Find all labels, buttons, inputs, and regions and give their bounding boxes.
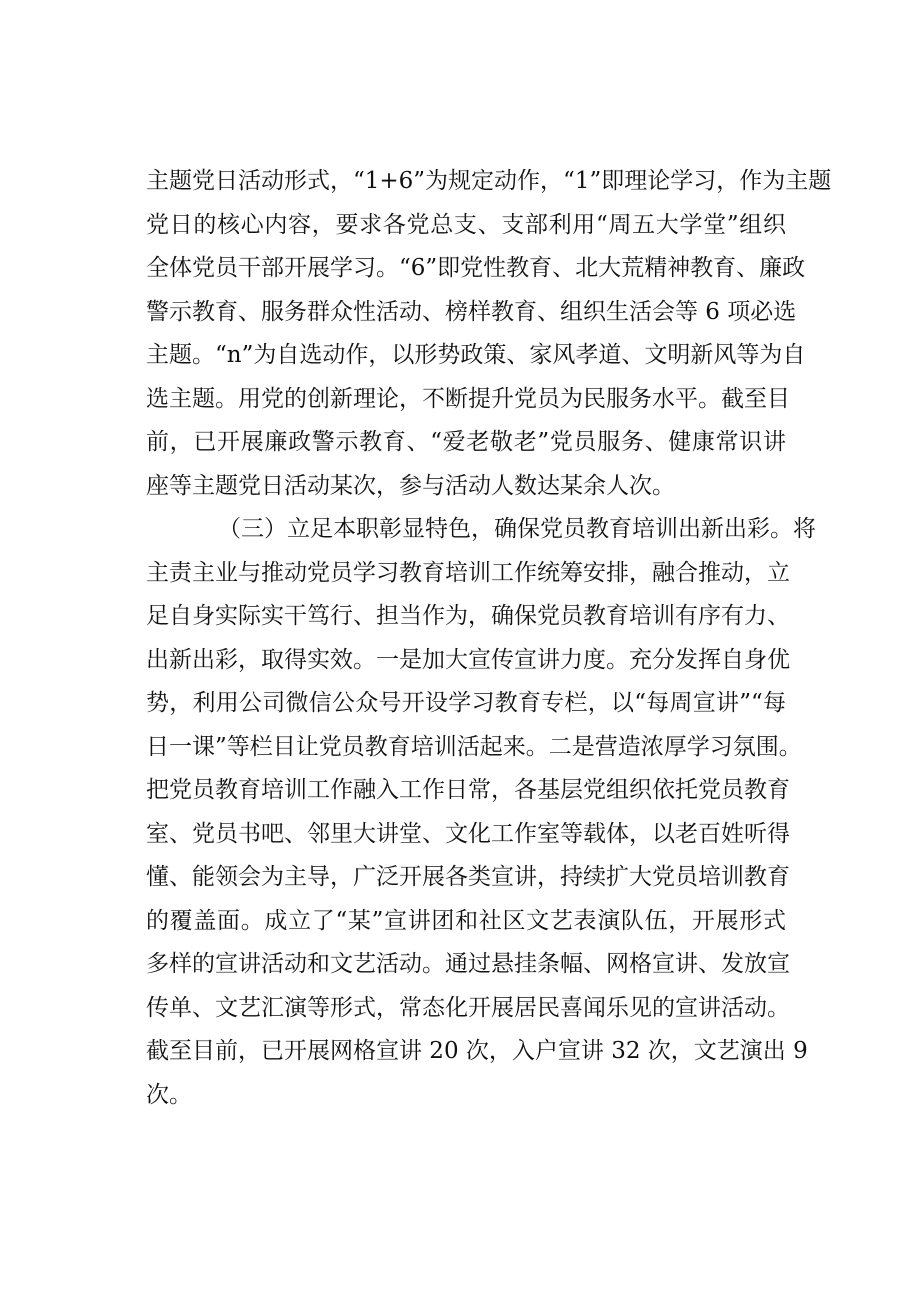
text-line: 出新出彩，取得实效。一是加大宣传宣讲力度。充分发挥自身优: [146, 646, 790, 673]
document-body: [146, 160, 832, 1117]
text-line: 的覆盖面。成立了“某”宣讲团和社区文艺表演队伍，开展形式: [146, 907, 786, 934]
text-line: 室、党员书吧、邻里大讲堂、文化工作室等载体，以老百姓听得: [146, 820, 790, 847]
text-line: 警示教育、服务群众性活动、榜样教育、组织生活会等 6 项必选: [146, 298, 797, 325]
text-line: 全体党员干部开展学习。“6”即党性教育、北大荒精神教育、廉政: [146, 255, 806, 281]
text-line: 势，利用公司微信公众号开设学习教育专栏，以“每周宣讲”“每: [146, 690, 786, 716]
text-line: 足自身实际实干笃行、担当作为，确保党员教育培训有序有力、: [146, 603, 790, 629]
text-line: 座等主题党日活动某次，参与活动人数达某余人次。: [146, 472, 675, 499]
text-line: 懂、能领会为主导，广泛开展各类宣讲，持续扩大党员培训教育: [146, 864, 790, 890]
text-line: 党日的核心内容，要求各党总支、支部利用“周五大学堂”组织: [146, 211, 786, 238]
text-line: 把党员教育培训工作融入工作日常，各基层党组织依托党员教育: [146, 777, 790, 803]
text-line: 传单、文艺汇演等形式，常态化开展居民喜闻乐见的宣讲活动。: [146, 994, 790, 1021]
text-line: 主题。“n”为自选动作，以形势政策、家风孝道、文明新风等为自: [146, 342, 806, 368]
text-line: 截至目前，已开展网格宣讲 20 次，入户宣讲 32 次，文艺演出 9: [146, 1038, 808, 1064]
text-line: 多样的宣讲活动和文艺活动。通过悬挂条幅、网格宣讲、发放宣: [146, 951, 790, 977]
paragraph-2: [146, 508, 816, 1117]
text-line: 主题党日活动形式，“1+6”为规定动作，“1”即理论学习，作为主题: [146, 168, 832, 194]
text-line: 主责主业与推动党员学习教育培训工作统筹安排，融合推动，立: [146, 559, 790, 586]
paragraph-1: [146, 160, 832, 508]
text-line: 次。: [146, 1081, 192, 1108]
text-line: （三）立足本职彰显特色，确保党员教育培训出新出彩。将: [218, 516, 816, 542]
text-line: 选主题。用党的创新理论，不断提升党员为民服务水平。截至目: [146, 385, 790, 412]
text-line: 日一课”等栏目让党员教育培训活起来。二是营造浓厚学习氛围。: [146, 733, 802, 760]
text-line: 前，已开展廉政警示教育、“爱老敬老”党员服务、健康常识讲: [146, 429, 786, 455]
